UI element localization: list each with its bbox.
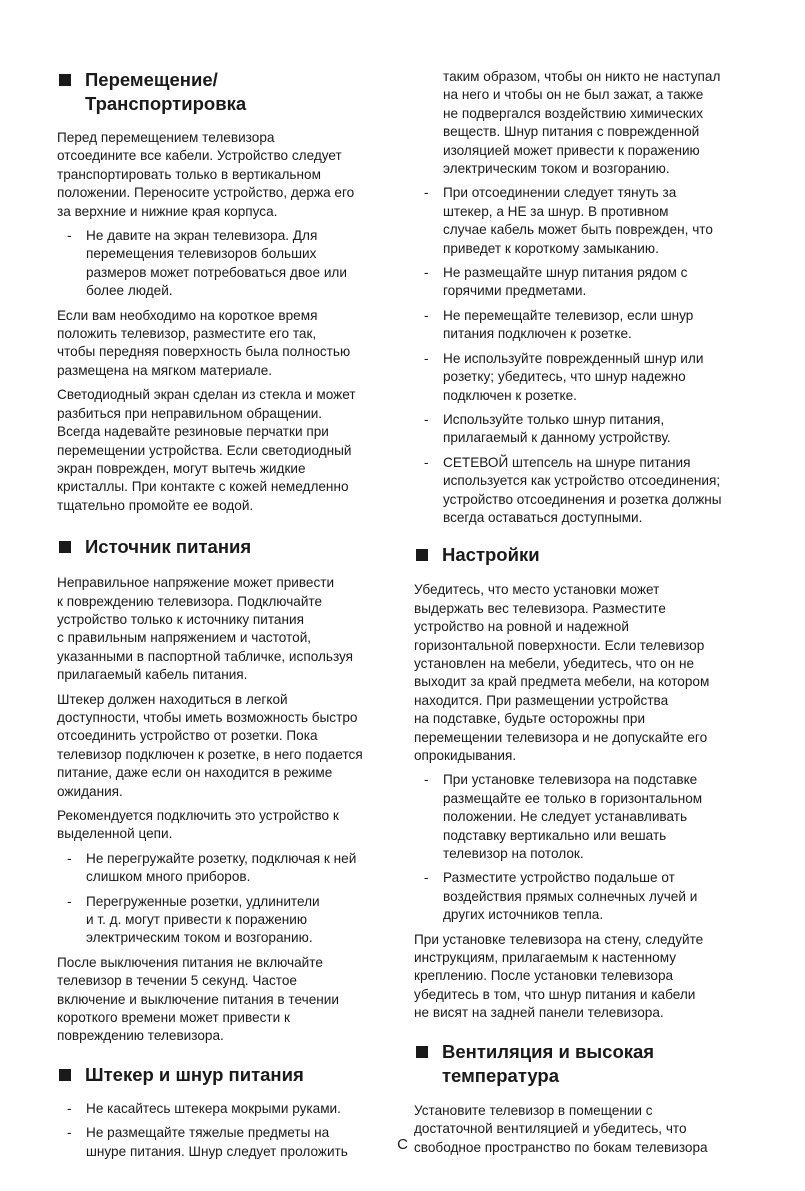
section-title: Настройки (442, 544, 540, 566)
section-heading-settings (414, 543, 752, 567)
square-bullet-icon (59, 541, 71, 553)
paragraph: Штекер должен находиться в легкой доступности, чтобы иметь возможность быстро отсоединить устройство от розетки. Пока телевизор подключен к розетке, в него подается питание, даже если он находится в режиме ожидания. (57, 691, 363, 799)
paragraph: Убедитесь, что место установки может выдержать вес телевизора. Разместите устройство на ровной и надежной горизонтальной поверхности. Если телевизор установлен на мебели, убедитесь, что он не выходит за край предмета мебели, на котором находится. При размещении устройства на подставке, будьте осторожны при перемещении телевизора и не допускайте его опрокидывания. (414, 582, 710, 763)
paragraph: Рекомендуется подключить это устройство к выделенной цепи. (57, 808, 339, 842)
section-title: Вентиляция и высокая температура (442, 1040, 655, 1086)
list-item-continuation (414, 68, 752, 178)
paragraph: Если вам необходимо на короткое время положить телевизор, разместите его так, чтобы передняя поверхность была полностью размещена на мягком материале. (57, 307, 351, 378)
section-heading-moving (57, 68, 393, 116)
list-item: - Не размещайте шнур питания рядом с горячими предметами. (414, 264, 752, 301)
list-item: - Не размещайте тяжелые предметы на шнуре питания. Шнур следует проложить (57, 1124, 393, 1161)
list-item: - Перегруженные розетки, удлинители и т. д. могут привести к поражению электрическим током и возгоранию. (57, 893, 393, 948)
list-item: - Не давите на экран телевизора. Для перемещения телевизоров больших размеров может потребоваться двое или более людей. (57, 227, 393, 301)
section-moving (57, 68, 393, 515)
list-item: - Не касайтесь штекера мокрыми руками. (57, 1100, 393, 1118)
bullet-list-continued (414, 68, 752, 527)
paragraph: При установке телевизора на стену, следуйте инструкциям, прилагаемым к настенному креплению. После установки телевизора убедитесь в том, что шнур питания и кабели не висят на задней панели телевизора. (414, 931, 704, 1021)
list-item: - Не перемещайте телевизор, если шнур питания подключен к розетке. (414, 307, 752, 344)
left-column (57, 68, 393, 1161)
paragraph: Светодиодный экран сделан из стекла и может разбиться при неправильном обращении. Всегда надевайте резиновые перчатки при перемещении устройства. Если светодиодный экран поврежден, могут вытечь жидкие кристаллы. При контакте с кожей немедленно тщательно промойте ее водой. (57, 387, 356, 513)
square-bullet-icon (59, 74, 71, 86)
bullet-list (57, 227, 393, 301)
section-title: Перемещение/ Транспортировка (85, 69, 247, 114)
section-heading-power-source (57, 535, 393, 559)
section-heading-ventilation (414, 1040, 752, 1088)
list-item: - СЕТЕВОЙ штепсель на шнуре питания используется как устройство отсоединения; устройство отсоединения и розетка должны всегда оставаться доступными. (414, 454, 752, 528)
square-bullet-icon (416, 1046, 428, 1058)
section-power-source (57, 535, 393, 1046)
list-item: - При отсоединении следует тянуть за штекер, а НЕ за шнур. В противном случае кабель может быть поврежден, что приведет к короткому замыканию. (414, 184, 752, 258)
square-bullet-icon (59, 1069, 71, 1081)
square-bullet-icon (416, 549, 428, 561)
paragraph: Установите телевизор в помещении с достаточной вентиляцией и убедитесь, что свободное пространство по бокам телевизора (414, 1102, 708, 1155)
paragraph: Перед перемещением телевизора отсоедините все кабели. Устройство следует транспортировать только в вертикальном положении. Переносите устройство, держа его за верхние и нижние края корпуса. (57, 130, 355, 219)
section-title: Штекер и шнур питания (85, 1063, 304, 1085)
section-settings (414, 543, 752, 1022)
bullet-list (414, 771, 752, 924)
list-item: - Используйте только шнур питания, прилагаемый к данному устройству. (414, 411, 752, 448)
list-item: - Не перегружайте розетку, подключая к ней слишком много приборов. (57, 850, 393, 887)
bullet-list (57, 850, 393, 948)
page-number: C (397, 1136, 408, 1153)
list-item: - Не используйте поврежденный шнур или розетку; убедитесь, что шнур надежно подключен к розетке. (414, 350, 752, 405)
list-item: - При установке телевизора на подставке размещайте ее только в горизонтальном положении. Не следует устанавливать подставку вертикально или вешать телевизор на потолок. (414, 771, 752, 863)
paragraph: После выключения питания не включайте телевизор в течении 5 секунд. Частое включение и выключение питания в течении короткого времени может привести к повреждению телевизора. (57, 954, 339, 1044)
list-item: - Разместите устройство подальше от воздействия прямых солнечных лучей и других источников тепла. (414, 869, 752, 924)
section-title: Источник питания (85, 536, 252, 558)
section-heading-plug-and-cord (57, 1063, 393, 1087)
right-column (414, 68, 752, 1157)
paragraph: Неправильное напряжение может привести к повреждению телевизора. Подключайте устройство только к источнику питания с правильным напряжением и частотой, указанными в паспортной табличке, используя прилагаемый кабель питания. (57, 575, 354, 683)
continuation-text: таким образом, чтобы он никто не наступал на него и чтобы он не был зажат, а также не подвергался воздействию химических веществ. Шнур питания с поврежденной изоляцией может привести к поражению электрическим током и возгоранию. (443, 69, 721, 177)
